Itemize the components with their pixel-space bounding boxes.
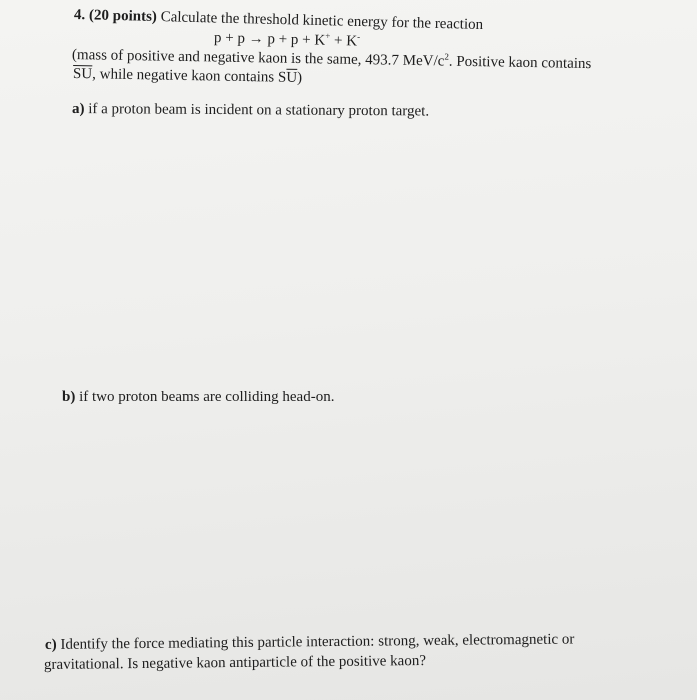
reaction-lhs: p + p xyxy=(213,30,246,47)
positive-kaon-quarks: $\overline{SU}$ xyxy=(72,66,93,83)
kplus-charge: + xyxy=(325,30,331,41)
mass-note-text: (mass of positive and negative kaon is the same, 493.7 MeV/c xyxy=(71,47,445,70)
part-c-line2 xyxy=(44,652,426,674)
reaction-arrow: → xyxy=(248,30,264,48)
part-a xyxy=(72,100,429,120)
mass-note-tail: . Positive kaon contains xyxy=(448,53,592,73)
part-b-label: b) xyxy=(62,389,76,405)
part-b xyxy=(62,388,334,406)
part-c-label: c) xyxy=(44,636,57,653)
part-c-text-line2: gravitational. Is negative kaon antiparticle of the positive kaon? xyxy=(43,653,427,673)
mass-note-mid: , while negative kaon contains S xyxy=(92,66,287,86)
part-b-text: if two proton beams are colliding head-on. xyxy=(79,389,335,405)
kminus-charge: - xyxy=(357,31,361,42)
part-c-line1 xyxy=(45,630,575,654)
mass-note-close: ) xyxy=(296,69,303,86)
negative-kaon-antiquark: $\overline{U}$ xyxy=(286,69,298,86)
problem-points: (20 points) xyxy=(88,7,158,26)
part-a-label: a) xyxy=(71,101,85,118)
part-c-text-line1: Identify the force mediating this particle interaction: strong, weak, electromagnetic or xyxy=(60,631,575,653)
part-a-text: if a proton beam is incident on a stationary proton target. xyxy=(88,101,430,120)
mass-note-exponent: 2 xyxy=(444,51,450,62)
problem-prompt: Calculate the threshold kinetic energy for the reaction xyxy=(160,9,484,33)
problem-number: 4. xyxy=(73,7,86,24)
reaction-plus-k: + K xyxy=(330,32,358,50)
mass-note-line2 xyxy=(73,65,302,87)
reaction-equation xyxy=(214,29,361,51)
reaction-rhs: p + p + K xyxy=(267,31,326,49)
